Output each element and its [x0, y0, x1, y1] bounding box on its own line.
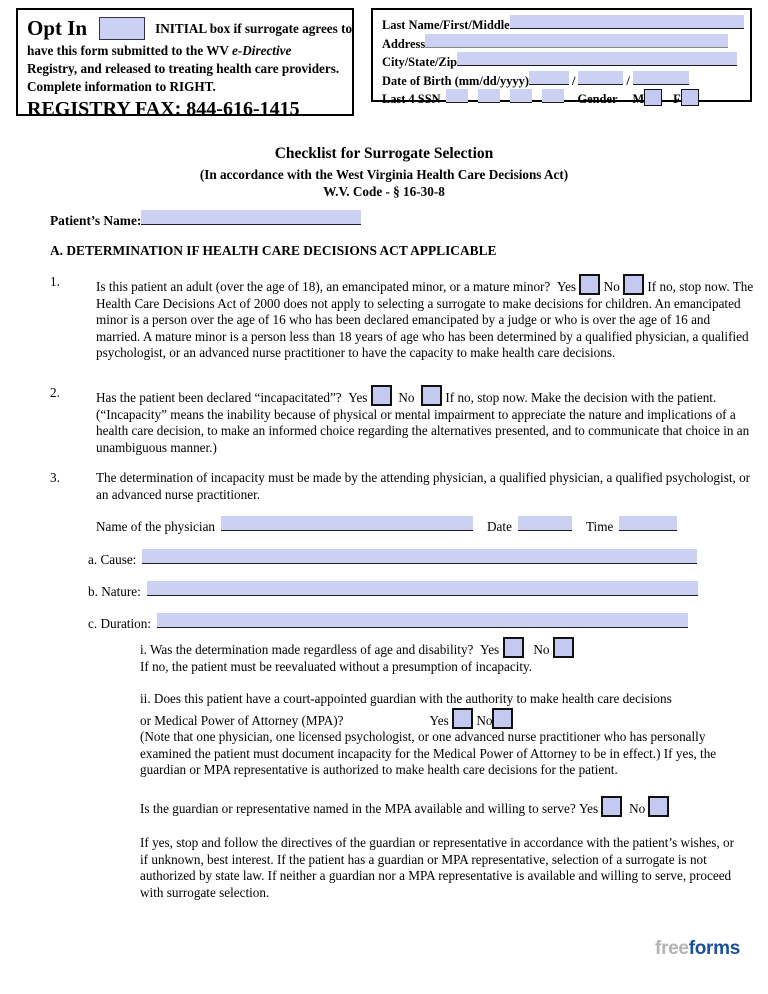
- ssn-digit-3-input[interactable]: [510, 89, 532, 103]
- sub-ii-note: (Note that one physician, one licensed psychologist, or one advanced nurse practitioner who has personally examined the patient must document incapacity for the Medical Power of Attorney to be in effect.) If yes, the guardian or MPA representative is authorized to make health care decisions for the patient.: [140, 729, 717, 778]
- guardian-available-row: [140, 796, 740, 818]
- sub-ii-no-checkbox[interactable]: [492, 708, 513, 729]
- guardian-available-no-label: No: [629, 801, 646, 816]
- physician-date-label: Date: [487, 519, 512, 534]
- registry-fax-line: REGISTRY FAX: 844-616-1415: [27, 97, 300, 120]
- sub-item-i: [140, 637, 740, 675]
- item-2: [50, 385, 756, 456]
- patient-lastname-input[interactable]: [510, 15, 744, 29]
- page-subtitle-act: (In accordance with the West Virginia Health Care Decisions Act): [199, 167, 569, 182]
- gender-female-label: F: [673, 92, 681, 106]
- item-2-question: Has the patient been declared “incapacitated”?: [96, 390, 342, 405]
- opt-in-initial-label: INITIAL box if surrogate agrees to: [155, 20, 353, 36]
- patient-lastname-row: [382, 15, 750, 34]
- item-3-number: 3.: [50, 470, 60, 485]
- patient-ssn-gender-row: [382, 89, 750, 108]
- opt-in-initial-field[interactable]: [99, 17, 145, 40]
- logo-free-text: free: [655, 938, 689, 959]
- sub-ii-yes-label: Yes: [429, 712, 449, 728]
- freeforms-logo: [655, 938, 740, 960]
- patient-address-input[interactable]: [425, 34, 728, 48]
- opt-in-line-3: Registry, and released to treating health care providers.: [27, 60, 340, 76]
- gender-male-label: M: [632, 92, 645, 106]
- opt-in-line-4: Complete information to RIGHT.: [27, 78, 216, 94]
- sub-i-yes-checkbox[interactable]: [503, 637, 524, 658]
- gender-female-checkbox[interactable]: [681, 89, 699, 106]
- item-1: [50, 274, 756, 362]
- item-2-yes-label: Yes: [348, 390, 368, 405]
- sub-item-ii: [140, 691, 740, 779]
- item-2-yes-checkbox[interactable]: [371, 385, 392, 406]
- duration-row: [88, 613, 688, 632]
- sub-ii-line-1: ii. Does this patient have a court-appointed guardian with the authority to make health care decisions: [140, 691, 672, 706]
- physician-time-label: Time: [585, 519, 614, 534]
- cause-input[interactable]: [142, 549, 697, 564]
- ssn-digit-2-input[interactable]: [478, 89, 500, 103]
- patient-dob-row: [382, 71, 750, 90]
- page-subtitle-code: W.V. Code - § 16-30-8: [323, 184, 445, 199]
- item-1-no-checkbox[interactable]: [623, 274, 644, 295]
- patient-lastname-label: Last Name/First/Middle: [382, 18, 510, 32]
- patient-address-label: Address: [382, 36, 426, 51]
- duration-input[interactable]: [157, 613, 688, 628]
- guardian-available-yes-label: Yes: [578, 801, 599, 816]
- patient-ssn-label: Last 4 SSN: [382, 92, 441, 106]
- patient-address-row: [382, 34, 750, 53]
- item-1-question: Is this patient an adult (over the age of 18), an emancipated minor, or a mature minor?: [96, 279, 551, 294]
- gender-label: Gender: [577, 92, 618, 106]
- sub-ii-line-2-row: [140, 708, 740, 730]
- section-a-heading: A. DETERMINATION IF HEALTH CARE DECISIONS ACT APPLICABLE: [50, 243, 497, 258]
- e-directive-text: e-Directive: [232, 42, 292, 58]
- opt-in-first-line: [27, 15, 353, 42]
- duration-label: c. Duration:: [88, 616, 151, 631]
- item-1-number: 1.: [50, 274, 60, 289]
- item-1-yes-label: Yes: [556, 279, 577, 294]
- sub-i-yes-label: Yes: [480, 642, 500, 657]
- sub-ii-line-2: or Medical Power of Attorney (MPA)?: [140, 712, 344, 728]
- dob-separator-1: /: [571, 73, 576, 88]
- item-3-body: The determination of incapacity must be made by the attending physician, a qualified physician, a qualified psychologist, or an advanced nurse practitioner.: [96, 470, 751, 502]
- logo-forms-text: forms: [688, 938, 740, 959]
- patient-city-row: [382, 52, 750, 71]
- dob-separator-2: /: [626, 73, 630, 88]
- patient-dob-month-input[interactable]: [529, 71, 569, 85]
- sub-i-no-label: No: [533, 642, 550, 657]
- item-1-detail: If no, stop now. The Health Care Decisions Act of 2000 does not apply to selecting a surrogate to make decisions for children. An emancipated minor is a person over the age of 16 who has been declared emancipated by a judge or who is over the age of 16 and married. A mature minor is a person less than 18 years of age who has been determined by a qualified physician, a qualified psychologist, or an advanced nurse practitioner to have the capacity to make health care decisions.: [96, 279, 754, 361]
- patient-city-input[interactable]: [457, 52, 737, 66]
- opt-in-title: Opt In: [27, 16, 88, 41]
- physician-date-input[interactable]: [518, 516, 572, 531]
- opt-in-line2-text: have this form submitted to the WV: [27, 42, 233, 58]
- cause-label: a. Cause:: [88, 552, 137, 567]
- patient-dob-label: Date of Birth (mm/dd/yyyy): [382, 73, 529, 88]
- nature-label: b. Nature:: [88, 584, 141, 599]
- guardian-available-question: Is the guardian or representative named in the MPA available and willing to serve?: [140, 801, 576, 816]
- item-1-no-label: No: [603, 279, 620, 294]
- sub-i-no-checkbox[interactable]: [553, 637, 574, 658]
- page-title: Checklist for Surrogate Selection: [274, 145, 494, 162]
- guardian-available-no-checkbox[interactable]: [648, 796, 669, 817]
- patient-city-label: City/State/Zip: [382, 55, 458, 69]
- cause-row: [88, 549, 697, 568]
- sub-ii-no-label: No: [476, 712, 493, 728]
- item-2-number: 2.: [50, 385, 60, 400]
- sub-i-note: If no, the patient must be reevaluated without a presumption of incapacity.: [140, 658, 533, 674]
- if-yes-paragraph: If yes, stop and follow the directives of the guardian or representative in accordance with the patient’s wishes, or if unknown, best interest. If the patient has a guardian or MPA representative, selection of a surrogate is not authorized by state law. If neither a guardian nor a MPA representative is available and willing to serve, proceed with surrogate selection.: [140, 835, 734, 900]
- physician-name-input[interactable]: [221, 516, 473, 531]
- item-1-yes-checkbox[interactable]: [579, 274, 600, 295]
- physician-name-label: Name of the physician: [96, 519, 216, 534]
- item-2-no-checkbox[interactable]: [421, 385, 442, 406]
- patient-name-label: Patient’s Name:: [50, 213, 142, 228]
- patient-name-input[interactable]: [141, 210, 361, 225]
- sub-i-question: i. Was the determination made regardless of age and disability?: [140, 642, 474, 657]
- ssn-digit-4-input[interactable]: [542, 89, 564, 103]
- item-1-body: [96, 274, 756, 362]
- item-3: [50, 470, 756, 503]
- patient-info-panel: [371, 8, 752, 106]
- item-2-body: [96, 385, 756, 456]
- physician-row: [96, 516, 677, 535]
- item-2-detail: If no, stop now. Make the decision with the patient. (“Incapacity” means the inability because of physical or mental impairment to appreciate the nature and implications of a health care decision, to make an informed choice regarding the alternatives presented, and to communicate that choice in an unambiguous manner.): [96, 390, 750, 455]
- opt-in-line-2: [27, 42, 345, 60]
- patient-name-row: [50, 210, 361, 229]
- item-2-no-label: No: [398, 390, 415, 405]
- physician-time-input[interactable]: [619, 516, 677, 531]
- guardian-available-yes-checkbox[interactable]: [601, 796, 622, 817]
- sub-i-question-row: [140, 637, 740, 659]
- patient-dob-day-input[interactable]: [578, 71, 623, 85]
- sub-ii-yes-checkbox[interactable]: [452, 708, 473, 729]
- nature-row: [88, 581, 698, 600]
- nature-input[interactable]: [147, 581, 698, 596]
- opt-in-panel: [16, 8, 354, 120]
- ssn-digit-1-input[interactable]: [446, 89, 468, 103]
- patient-dob-year-input[interactable]: [633, 71, 689, 85]
- gender-male-checkbox[interactable]: [644, 89, 662, 106]
